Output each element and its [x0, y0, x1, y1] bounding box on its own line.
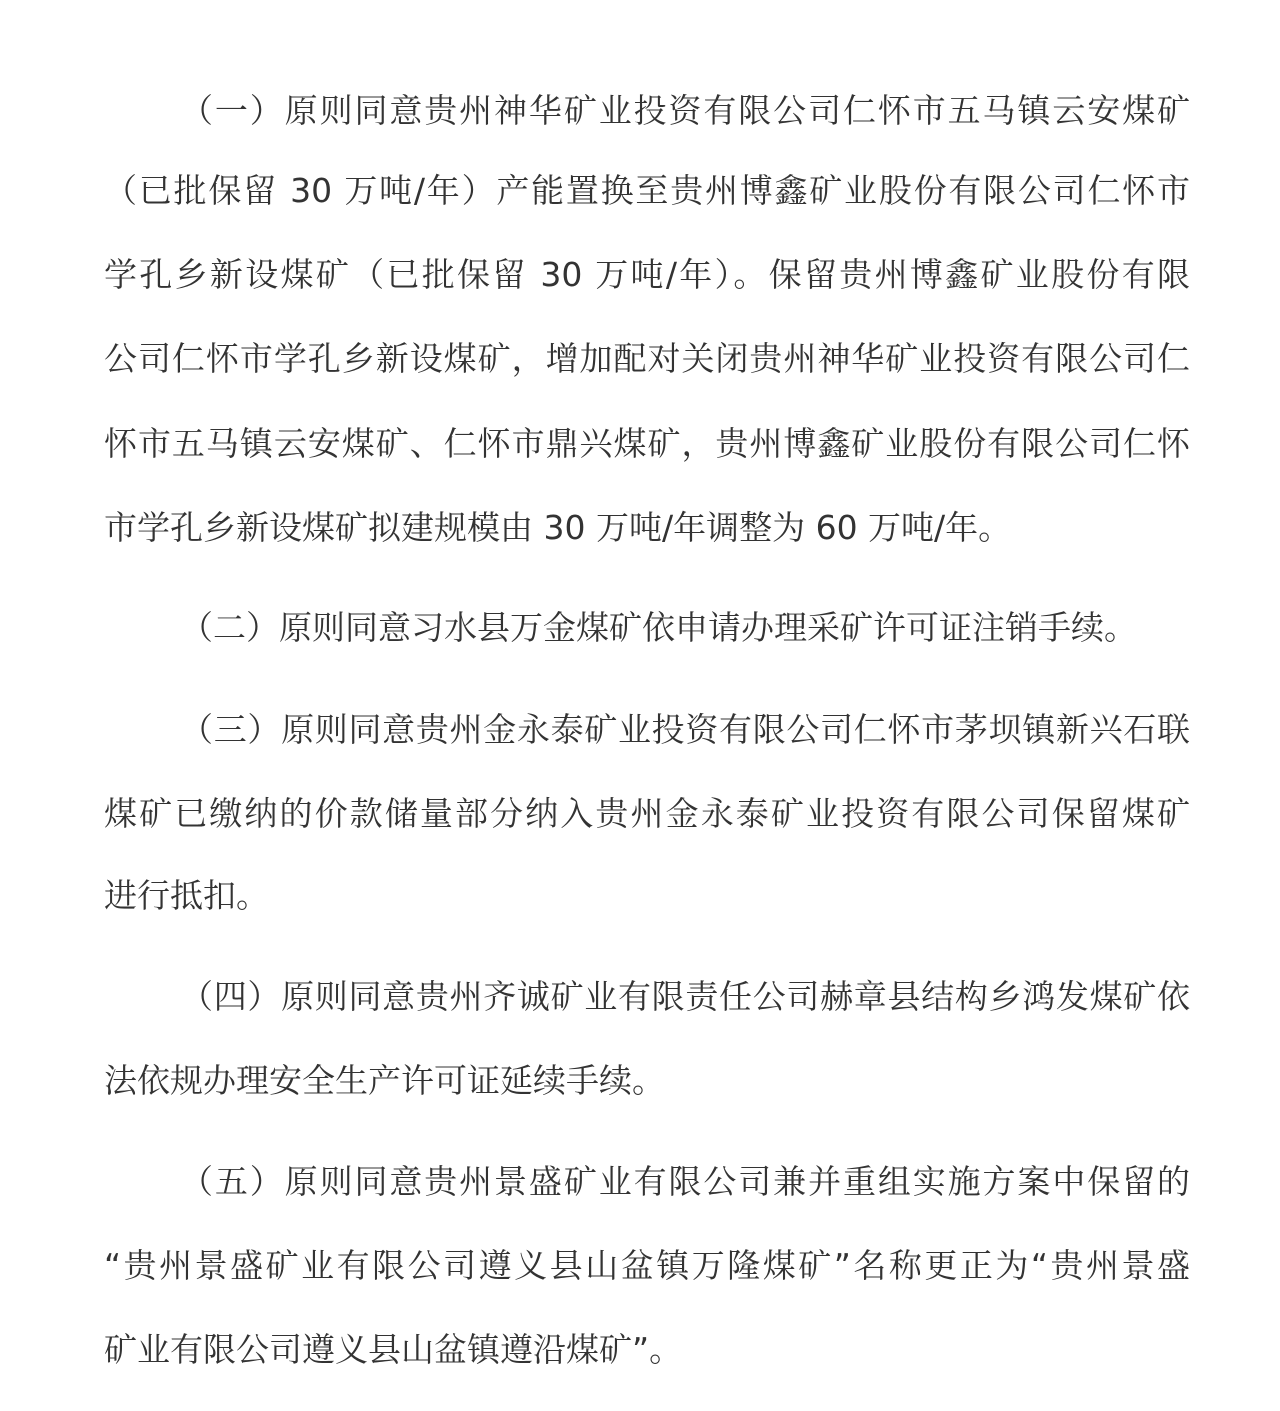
paragraph-line: （已批保留 30 万吨/年）产能置换至贵州博鑫矿业股份有限公司仁怀市 [104, 171, 1190, 210]
paragraph-line: （四）原则同意贵州齐诚矿业有限责任公司赫章县结构乡鸿发煤矿依 [180, 977, 1190, 1016]
paragraph-line: （五）原则同意贵州景盛矿业有限公司兼并重组实施方案中保留的 [180, 1162, 1190, 1201]
paragraph-line: （一）原则同意贵州神华矿业投资有限公司仁怀市五马镇云安煤矿 [180, 91, 1190, 130]
paragraph-line: （二）原则同意习水县万金煤矿依申请办理采矿许可证注销手续。 [180, 608, 1137, 647]
paragraph-line: 进行抵扣。 [104, 876, 269, 915]
paragraph-line: 煤矿已缴纳的价款储量部分纳入贵州金永泰矿业投资有限公司保留煤矿 [104, 794, 1190, 833]
paragraph-line: 怀市五马镇云安煤矿、仁怀市鼎兴煤矿，贵州博鑫矿业股份有限公司仁怀 [104, 424, 1190, 463]
paragraph-line: “贵州景盛矿业有限公司遵义县山盆镇万隆煤矿”名称更正为“贵州景盛 [104, 1246, 1190, 1285]
paragraph-line: （三）原则同意贵州金永泰矿业投资有限公司仁怀市茅坝镇新兴石联 [180, 710, 1190, 749]
paragraph-line: 学孔乡新设煤矿（已批保留 30 万吨/年）。保留贵州博鑫矿业股份有限 [104, 255, 1190, 294]
paragraph-line: 市学孔乡新设煤矿拟建规模由 30 万吨/年调整为 60 万吨/年。 [104, 508, 1012, 547]
paragraph-line: 公司仁怀市学孔乡新设煤矿，增加配对关闭贵州神华矿业投资有限公司仁 [104, 339, 1190, 378]
paragraph-line: 矿业有限公司遵义县山盆镇遵沿煤矿”。 [104, 1330, 683, 1369]
paragraph-line: 法依规办理安全生产许可证延续手续。 [104, 1061, 665, 1100]
